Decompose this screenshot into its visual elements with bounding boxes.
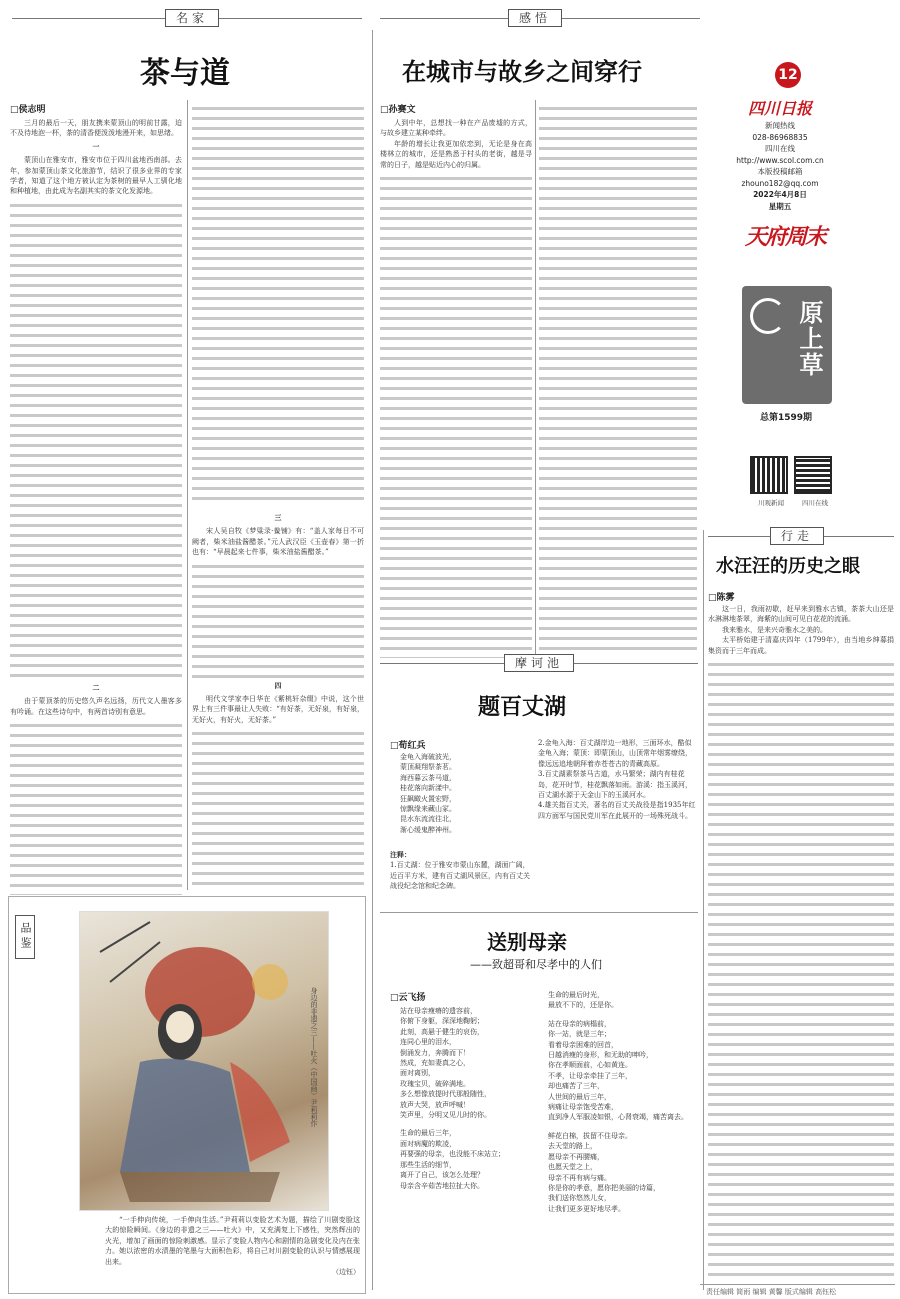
paragraph: 人到中年，总想找一种在产品废墟的方式，与故乡建立某种牵绊。 <box>380 119 532 138</box>
text-lines <box>192 725 364 890</box>
weekday: 星期五 <box>768 201 792 211</box>
section-number: 四 <box>274 680 282 690</box>
note: 3.百丈湖素祭茶马古道，水马繁荣；湖内有桂花岛，花开时节，桂花飘落如雨。游溪：指玉溪河，百丈湖水源于天金山下的玉溪河水。 <box>538 770 692 800</box>
painting-caption: 身边的非遗之三——吐火（中国画）尹莉莉作 <box>310 987 318 1127</box>
paragraph: 这一日，我雨初歇，赶早来到雅水古镇，茶茶大山还是水淋淋地茶翠，海紫的山间可见白花花的流涌。 <box>708 605 894 624</box>
poem-line: 也愿天堂之上， <box>548 1163 597 1172</box>
poem-line: 你是你的孝意，愿你把美丽的诗篇， <box>548 1183 660 1192</box>
footer-rule <box>700 1284 895 1285</box>
poem-line: 面对离别， <box>400 1069 435 1078</box>
poem-line: 昆水东流流往北， <box>400 815 456 824</box>
poem-line: 面对病魔的欺凌， <box>400 1139 456 1148</box>
poem-line: 再要强的母亲，也没能不床站立； <box>400 1150 505 1159</box>
section-tag-mohechi: 摩诃池 <box>504 654 574 672</box>
byline: □侯志明 <box>10 105 46 115</box>
byline: □陈雾 <box>708 593 735 603</box>
poem-line: 生命的最后三年， <box>400 1129 456 1138</box>
poem-line: 愿母亲不再腰痛， <box>548 1152 604 1161</box>
notes-heading: 注释： <box>390 850 411 859</box>
text-lines <box>708 656 894 1282</box>
qr-label: 川观新闻 <box>758 499 784 507</box>
poem-line: 站在母亲的病榻前， <box>548 1019 611 1028</box>
editor-credits: 责任编辑 简雨 编辑 黄馨 版式编辑 高钰松 <box>706 1288 837 1296</box>
poem-line: 我们送你悠然儿女， <box>548 1194 611 1203</box>
poem-line: 不孝，让母亲牵挂了三年， <box>548 1071 632 1080</box>
page-number-badge: 12 <box>775 62 801 88</box>
poem-line: 惊飘缘来藏山冢。 <box>400 805 456 814</box>
paragraph: 蒙顶山在雅安市，雅安市位于四川盆地西南部。去年，参加蒙顶山茶文化旅游节，结识了很多业界的专家学者，知道了这个地方被认定为茶树的最早人工驯化地和种植地，由此成为名副其实的茶文化发源地。 <box>10 156 182 196</box>
poem-line: 站在母亲瘦瘠的遗容前， <box>400 1007 477 1015</box>
poem-line: 病痛让母亲饱受苦难， <box>548 1103 618 1112</box>
poem-subtitle: ——致超哥和尽孝中的人们 <box>470 958 602 971</box>
poem-notes-a <box>390 850 532 892</box>
issue-count: 总第1599期 <box>760 413 813 423</box>
section-tag-pinjian: 品鉴 <box>15 915 35 959</box>
text-lines <box>10 197 182 680</box>
poem-line: 连同心里的泪水， <box>400 1038 456 1047</box>
paragraph: 我来雅水，是来兴奇雅水之美的。 <box>722 625 827 634</box>
column-logo-tianfu: 天府周末 <box>745 224 826 250</box>
section-number: 二 <box>92 683 100 692</box>
intro-paragraph: 三月的最后一天，朋友携来蒙顶山的明前甘露，迫不及待地泡一杯，茶的清香便泼泼地漫开来，如思绪。 <box>10 119 182 138</box>
website-link[interactable]: http://www.scol.com.cn <box>736 155 824 165</box>
text-lines <box>539 100 697 650</box>
note: 1.百丈湖：位于雅安市蒙山东麓，湖面广阔，近百平方米，建有百丈湖风景区，内有百丈关战役纪念馆和纪念碑。 <box>390 861 530 891</box>
poem-line: 直到净人军服凌如银，心肾衰竭，痛苦离去。 <box>548 1113 688 1122</box>
painting-figure <box>80 912 330 1212</box>
poem-line: 你一站，就是三年； <box>548 1030 611 1039</box>
app-name: 四川在线 <box>765 144 795 153</box>
paragraph: 宋人吴自牧《梦粱录·鲞铺》有：“盖人家每日不可阙者，柴米油盐酱醋茶。”元人武汉臣《玉壶春》第一折也有：“早晨起来七件事，柴米油盐酱醋茶。” <box>192 527 364 557</box>
section-number: 三 <box>274 513 282 522</box>
painting-review <box>105 1215 360 1289</box>
poem-line: 离开了自己，该怎么处理？ <box>400 1171 484 1180</box>
poem-title: 题百丈湖 <box>478 695 567 720</box>
poem-line: 日越消瘦的身形，和无助的呻吟， <box>548 1051 653 1060</box>
farewell-lines-a <box>400 1006 540 1296</box>
byline: □云飞扬 <box>390 993 426 1003</box>
byline: □孙赛文 <box>380 105 416 115</box>
article-body-mid2 <box>539 100 697 660</box>
issue-date: 2022年4月8日 <box>753 190 807 199</box>
poem-line: 多么想像放提时代那般随性， <box>400 1090 491 1099</box>
poem-line: 玫瑰宝贝，破碎满地。 <box>400 1079 470 1088</box>
poem-line: 母亲不再有病与痛。 <box>548 1173 611 1182</box>
poem-title-farewell: 送别母亲 <box>487 930 567 954</box>
article-body-col1 <box>10 118 182 680</box>
logo-swirl <box>750 298 786 334</box>
poem-notes-b <box>538 738 696 821</box>
text-lines <box>380 170 532 658</box>
qr-code[interactable] <box>752 458 786 492</box>
paragraph: 太平桥始建于清嘉庆四年（1799年），由当地乡绅募捐集资而于三年而成。 <box>708 636 894 655</box>
column-divider <box>187 100 188 890</box>
poem-line: 最放不下的，还是你。 <box>548 1001 618 1010</box>
farewell-lines-b <box>548 990 698 1290</box>
supplement-logo <box>742 286 832 404</box>
section-tag-mingjia: 名家 <box>165 9 219 27</box>
paper-name: 四川日报 <box>748 99 813 118</box>
poem-line: 蒙顶凝翔祭茶茗。 <box>400 763 456 772</box>
masthead-info <box>720 120 840 212</box>
poem-lines <box>400 752 530 835</box>
section-divider <box>380 912 698 913</box>
poem-line: 倒涌发力，奔腾而下！ <box>400 1048 470 1057</box>
poem-line: 却也痛苦了三年， <box>548 1082 604 1091</box>
note: 4.雄关指百丈关，著名的百丈关战役是指1935年红四方面军与国民党川军在此展开的一场殊死战斗。 <box>538 801 696 820</box>
poem-line: 放声大哭，放声呼喊！ <box>400 1100 470 1109</box>
email-label: 本版投稿邮箱 <box>757 167 803 176</box>
article-title-history: 水汪汪的历史之眼 <box>716 556 860 577</box>
section-number: 一 <box>92 141 100 151</box>
article-title-tea: 茶与道 <box>140 56 230 91</box>
paragraph: 由于蒙顶茶的历史悠久声名远扬，历代文人墨客多有吟诵。在这些诗句中，有两首诗别有意思。 <box>10 697 182 716</box>
poem-line: 你俯下身躯，深深地鞠躬； <box>400 1017 484 1026</box>
qr-code[interactable] <box>796 458 830 492</box>
poem-line: 你在孝顺面前，心如黄连。 <box>548 1061 632 1070</box>
column-divider <box>703 530 704 1290</box>
poem-line: 桂花落向新漾中。 <box>400 784 456 793</box>
page-divider <box>372 30 373 1290</box>
poem-line: 海西暮云茶马道， <box>400 773 456 782</box>
hotline-label: 新闻热线 <box>765 121 795 130</box>
hotline-number: 028-86968835 <box>752 132 808 142</box>
poem-line: 渐心缓鬼醉神州。 <box>400 825 456 834</box>
article-body-walk <box>708 604 894 1282</box>
article-body-mid1 <box>380 118 532 658</box>
review-text: “一手伸向传统，一手伸向生活。”尹莉莉以变脸艺术为题，描绘了川剧变脸这大的惊险瞬间。《身边的非遗之三——吐火》中，又充满复上下感性，突然辉出的火光，增加了画面的惊险刺激感。显示了变脸人物内心和剧情的急剧变化及内在张力。她以浓密的水渍墨的笔墨与大面积色彩，将自己对川剧变脸的认识与情感展现出来。 <box>105 1216 360 1266</box>
paragraph: 年龄的增长让我更加依恋到，无论是身在高楼林立的城市，还是熟悉于村头的老街，越是寻常的日子，越是贴近内心的归属。 <box>380 139 532 169</box>
column-divider <box>535 100 536 660</box>
poem-line: 看着母亲困难的回首， <box>548 1040 618 1049</box>
poem-line: 让我们更多更好地尽孝。 <box>548 1204 625 1213</box>
poem-line: 金龟入海破波光， <box>400 753 456 761</box>
article-body-col2 <box>192 100 364 890</box>
review-signature: （边钰） <box>332 1268 360 1277</box>
opera-painting <box>79 911 329 1211</box>
poem-line: 此刻，高悬于健生的哀伤， <box>400 1027 484 1036</box>
article-title-city: 在城市与故乡之间穿行 <box>402 58 642 86</box>
email-address[interactable]: zhouno182@qq.com <box>741 178 819 188</box>
article-body-col1b <box>10 680 182 895</box>
poem-line: 那些生活的细节， <box>400 1160 456 1169</box>
painting-panel <box>8 896 366 1294</box>
supplement-name: 原上草 <box>795 300 824 378</box>
poem-line: 鲜花白棉，拔留不住母亲。 <box>548 1131 632 1140</box>
poem-line: 生命的最后时光， <box>548 991 604 999</box>
poem-line: 去天堂的路上， <box>548 1142 597 1151</box>
poem-line: 然成，充如妻真之心， <box>400 1059 470 1068</box>
section-tag-ganwu: 感悟 <box>508 9 562 27</box>
text-lines <box>10 717 182 895</box>
poem-line: 人世间的最后三年， <box>548 1092 611 1101</box>
qr-label: 四川在线 <box>802 499 828 507</box>
text-lines <box>192 558 364 678</box>
note: 2.金龟入海：百丈湖岸边一地形，三面环水，酷似金龟入海；蒙顶：即蒙顶山，山顶常年烟雾缭绕，像远远追地朝拜着赤苍苍古的青藏高原。 <box>538 739 692 768</box>
poem-line: 笑声里，分明又见儿时的你。 <box>400 1111 491 1120</box>
byline: □荀红兵 <box>390 741 426 751</box>
text-lines <box>192 100 364 510</box>
poem-line: 狂飙瞰火置宏野， <box>400 794 456 803</box>
paragraph: 明代文学家李日华在《紫桃轩杂缀》中说，这个世界上有三件事最让人失败：“有好茶，无好泉，有好泉，无好火，有好火，无好茶。” <box>192 695 364 724</box>
poem-line: 母亲含辛茹苦地拉扯大你。 <box>400 1181 484 1190</box>
section-tag-xingzou: 行走 <box>770 527 824 545</box>
